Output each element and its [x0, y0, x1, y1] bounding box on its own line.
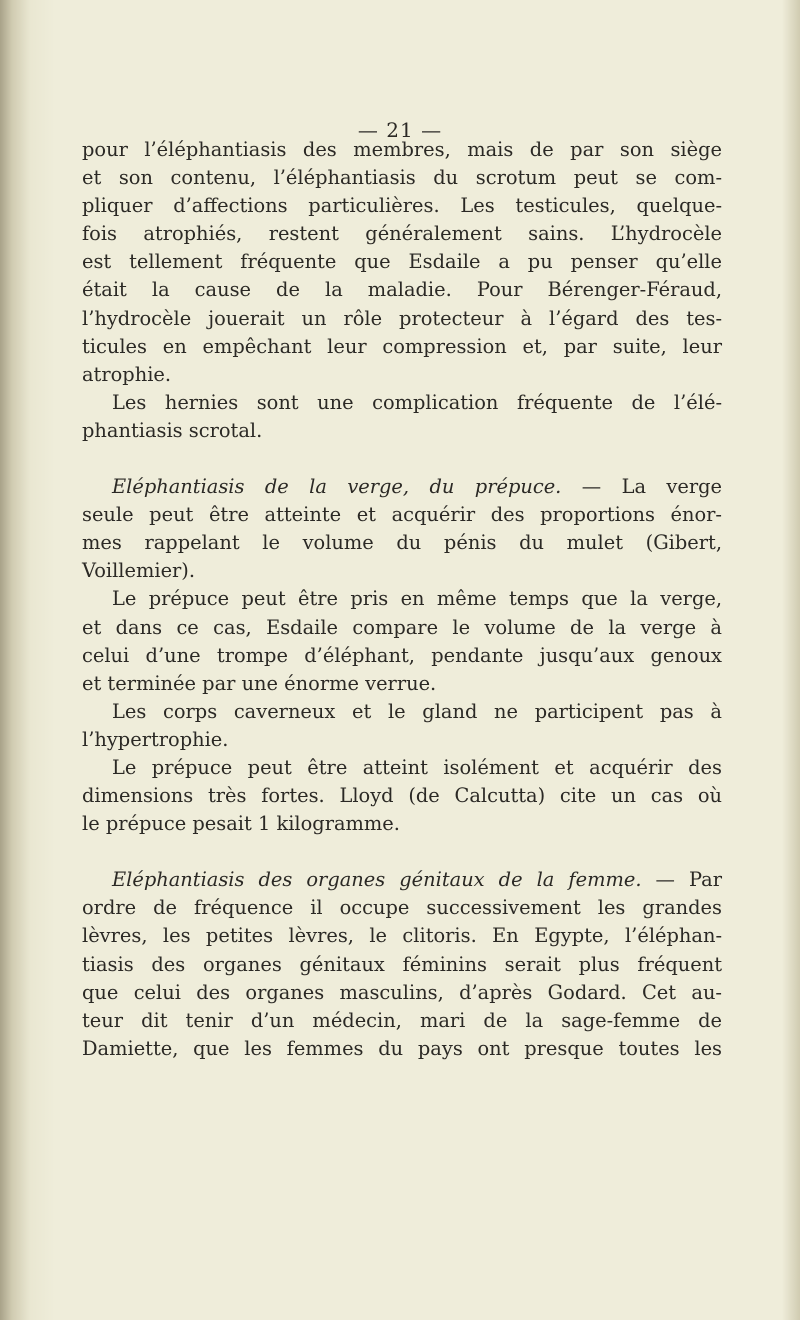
text-line: et son contenu, l’éléphantiasis du scrotum peut se com-: [82, 166, 722, 190]
text-line: [82, 866, 722, 894]
text-line: phantiasis scrotal.: [82, 418, 263, 442]
text-line: est tellement fréquente que Esdaile a pu penser qu’elle: [82, 250, 722, 274]
section-heading-femme: Eléphantiasis des organes génitaux de la femme.: [112, 868, 642, 892]
paragraph-hernies: [82, 389, 722, 445]
text-line: le prépuce pesait 1 kilogramme.: [82, 812, 400, 836]
text-line: [82, 473, 722, 501]
page-number: — 21 —: [357, 118, 443, 142]
text-line: l’hydrocèle jouerait un rôle protecteur à l’égard des tes-: [82, 306, 722, 330]
paragraph-hydrocele: [82, 136, 722, 389]
text-line: dimensions très fortes. Lloyd (de Calcutta) cite un cas où: [82, 784, 722, 808]
paragraph-femme: [82, 866, 722, 1063]
paragraph-prepuce: [82, 585, 722, 697]
text-line: Le prépuce peut être pris en même temps que la verge,: [112, 587, 722, 611]
text-line: pliquer d’affections particulières. Les testicules, quelque-: [82, 194, 722, 218]
text-line: que celui des organes masculins, d’après Godard. Cet au-: [82, 980, 722, 1004]
text-line: celui d’une trompe d’éléphant, pendante jusqu’aux genoux: [82, 643, 722, 667]
text-line: Les hernies sont une complication fréquente de l’élé-: [112, 390, 722, 414]
text-line: Voillemier).: [82, 559, 196, 583]
text-line: ordre de fréquence il occupe successivement les grandes: [82, 896, 722, 920]
text-line: et dans ce cas, Esdaile compare le volume de la verge à: [82, 615, 722, 639]
text-line: ticules en empêchant leur compression et, par suite, leur: [82, 334, 722, 358]
text-line: Les corps caverneux et le gland ne participent pas à: [112, 699, 722, 723]
text-line: atrophie.: [82, 362, 172, 386]
text-line: Le prépuce peut être atteint isolément et acquérir des: [112, 755, 722, 779]
text-line: était la cause de la maladie. Pour Bérenger-Féraud,: [82, 278, 722, 302]
text-line: et terminée par une énorme verrue.: [82, 671, 437, 695]
text-line: pour l’éléphantiasis des membres, mais de par son siège: [82, 138, 722, 161]
text-line: Damiette, que les femmes du pays ont presque toutes les: [82, 1036, 722, 1060]
text-line: lèvres, les petites lèvres, le clitoris. En Egypte, l’éléphan-: [82, 924, 722, 948]
paragraph-prepuce-isole: [82, 754, 722, 838]
text-line: l’hypertrophie.: [82, 727, 229, 751]
section-heading-verge: Eléphantiasis de la verge, du prépuce.: [112, 475, 562, 499]
text-line: mes rappelant le volume du pénis du mulet (Gibert,: [82, 531, 722, 555]
text-line: seule peut être atteinte et acquérir des proportions énor-: [82, 503, 722, 527]
text-span: — La verge: [561, 475, 723, 499]
page-text: [82, 136, 722, 1063]
text-line: fois atrophiés, restent généralement sains. L’hydrocèle: [82, 222, 722, 246]
text-line: tiasis des organes génitaux féminins serait plus fréquent: [82, 952, 722, 976]
text-line: teur dit tenir d’un médecin, mari de la sage-femme de: [82, 1008, 722, 1032]
paragraph-verge: [82, 473, 722, 585]
paragraph-corps-caverneux: [82, 698, 722, 754]
text-span: — Par: [641, 868, 722, 892]
